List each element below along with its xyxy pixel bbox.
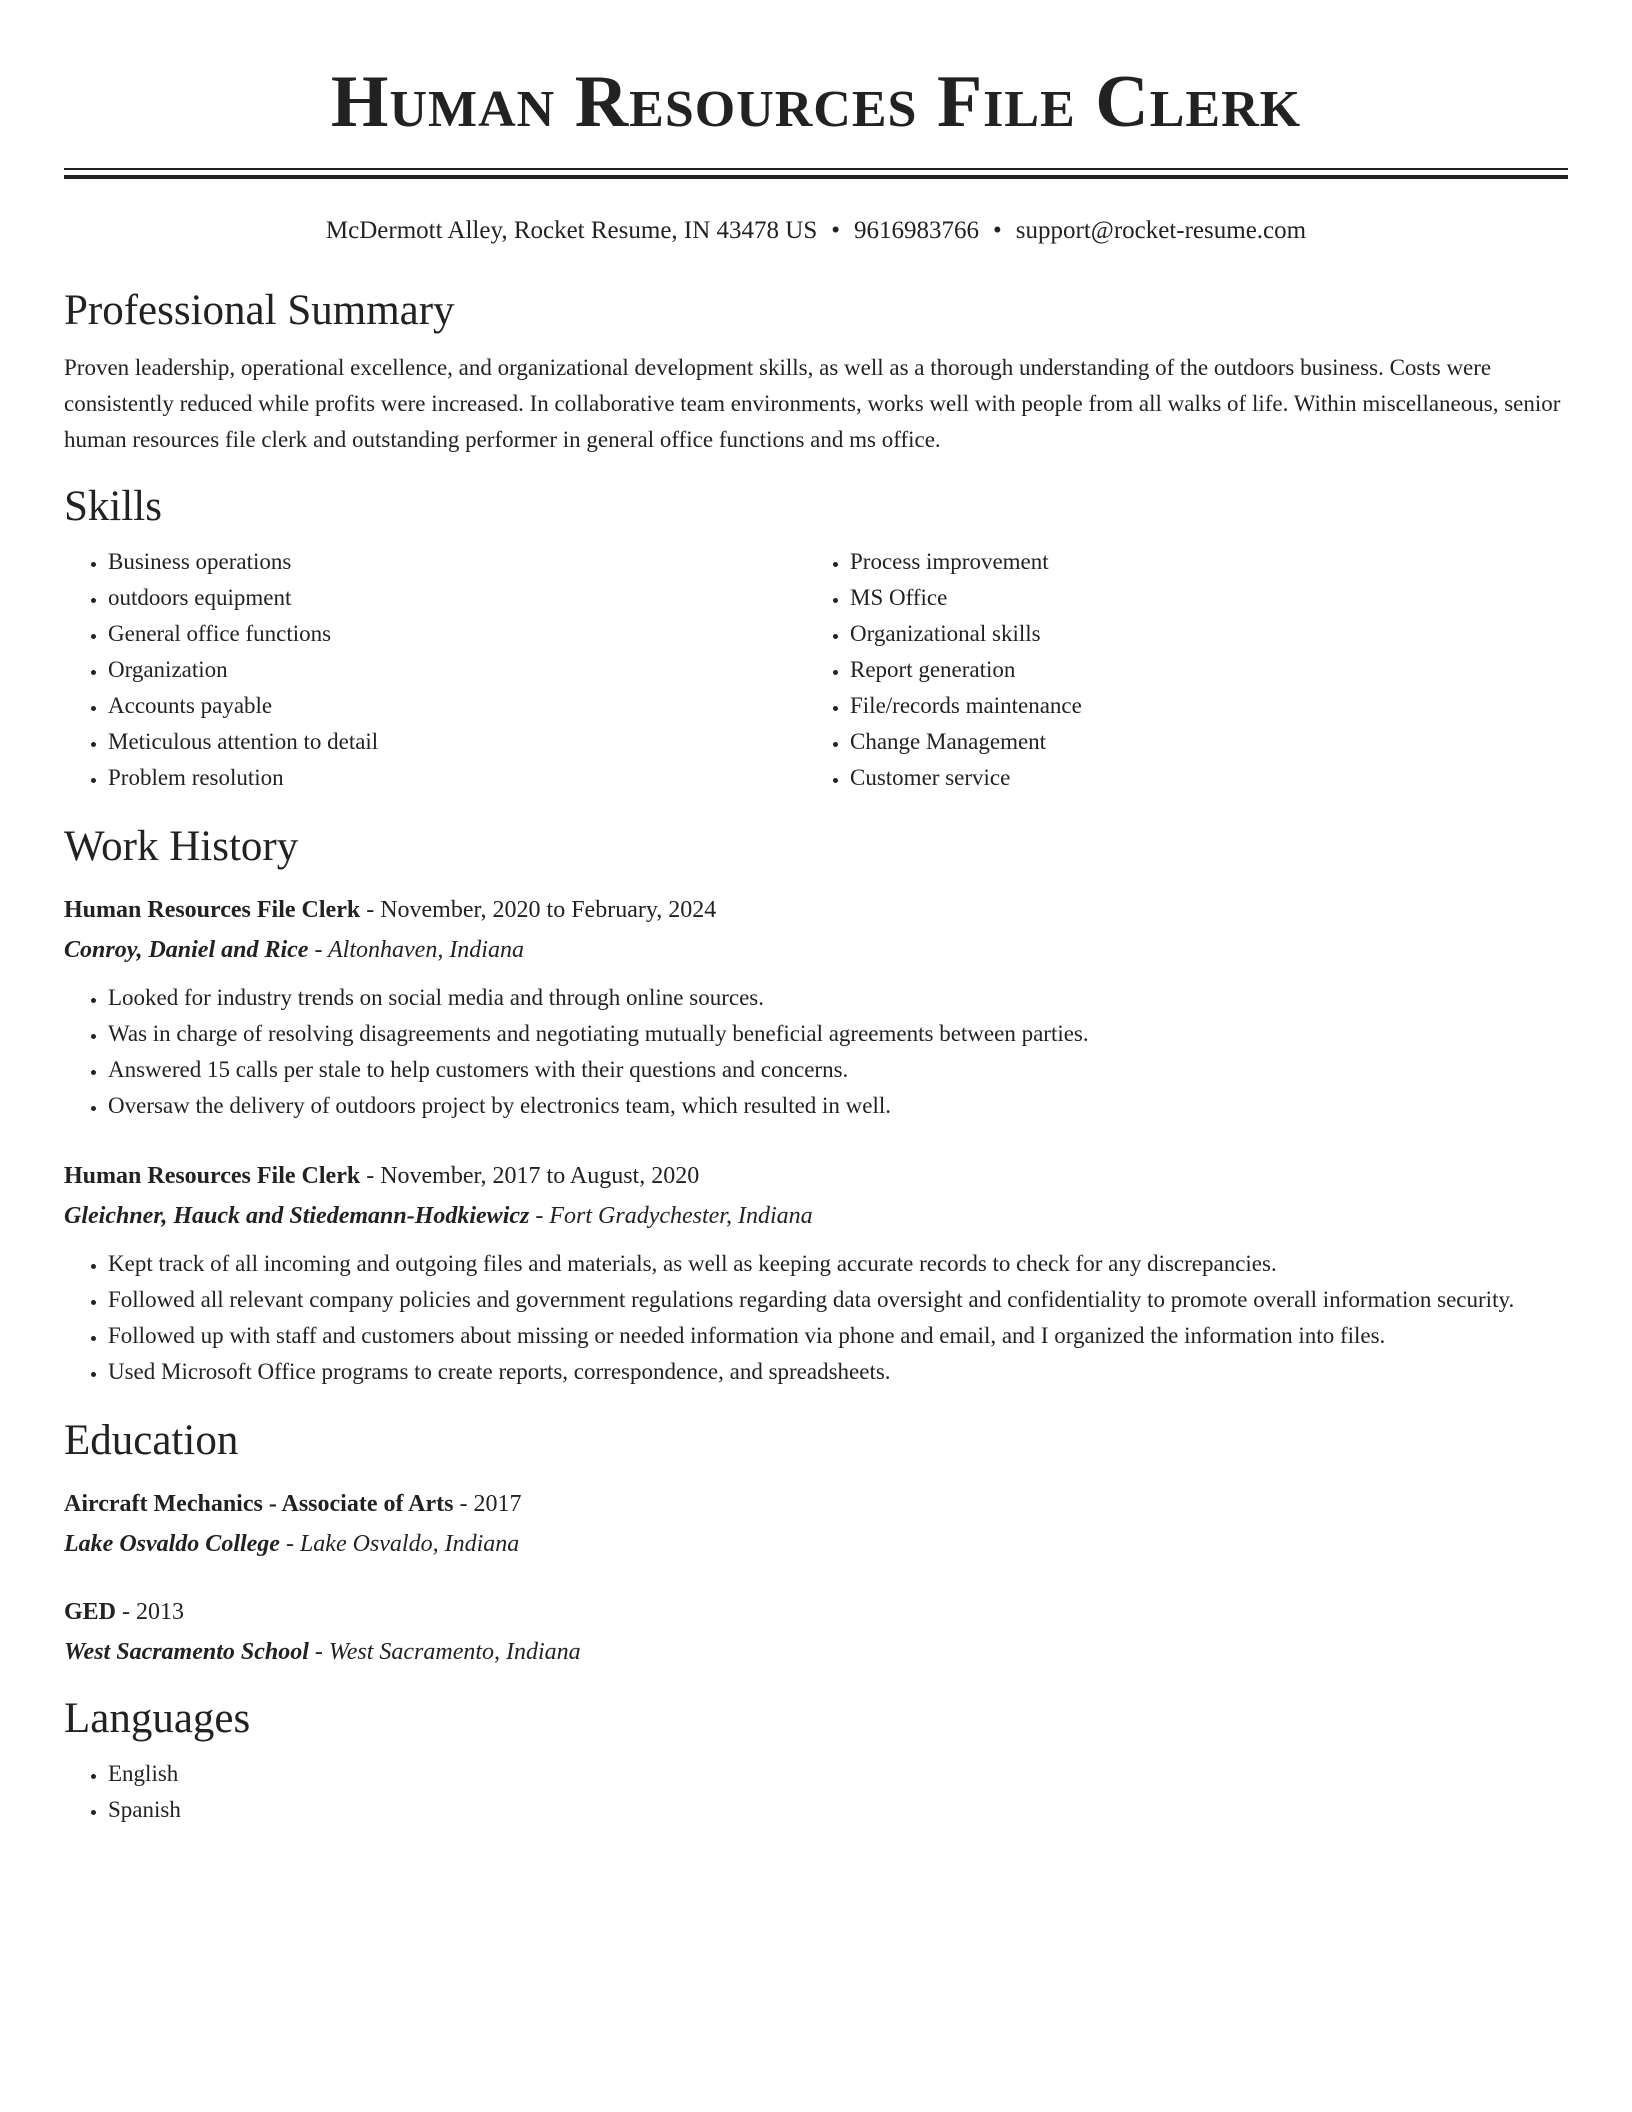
education-school-line [64,1634,1568,1670]
education-entry [64,1486,1568,1562]
job-duties [64,1246,1568,1390]
skill-item: • General office functions [108,616,806,652]
education-school-line [64,1526,1568,1562]
education-heading [64,1486,1568,1522]
education-heading [64,1594,1568,1630]
summary-text: Proven leadership, operational excellence, and organizational development skills, as well as a thorough understanding of the outdoors business. Costs were consistently reduced while profits were increased. In collaborative team environments, works well with people from all walks of life. Within miscellaneous, senior human resources file clerk and outstanding performer in general office functions and ms office. [64,355,1561,452]
skill-item: • Organization [108,652,806,688]
header-divider [64,168,1568,180]
section-title-summary: Professional Summary [64,287,455,334]
skill-item: • Meticulous attention to detail [108,724,806,760]
contact-line [64,216,1568,246]
divider-thin-line [64,168,1568,170]
job-duty: • Looked for industry trends on social media and through online sources. [108,980,1568,1016]
section-title-languages: Languages [64,1695,251,1742]
job-duty: • Followed all relevant company policies and government regulations regarding data oversight and confidentiality to promote overall information security. [108,1282,1568,1318]
job-dates: - November, 2017 to August, 2020 [360,1163,700,1189]
contact-email: support@rocket-resume.com [1015,217,1307,244]
language-item: • Spanish [108,1792,1568,1828]
job-dates: - November, 2020 to February, 2024 [360,897,717,923]
skills-list [64,544,1568,796]
contact-address: McDermott Alley, Rocket Resume, IN 43478 US [325,217,818,244]
job-duties [64,980,1568,1124]
education-school: Lake Osvaldo College [64,1531,280,1557]
job-duty: • Answered 15 calls per stale to help customers with their questions and concerns. [108,1052,1568,1088]
section-title-work-history: Work History [64,823,299,870]
job-employer [64,932,1568,968]
skill-item: • Process improvement [850,544,1548,580]
skill-item: • outdoors equipment [108,580,806,616]
contact-phone: 9616983766 [854,217,980,244]
languages-list [64,1756,1568,1828]
job-location: - Altonhaven, Indiana [308,937,524,963]
job-company: Conroy, Daniel and Rice [64,937,309,963]
skill-item: • Report generation [850,652,1548,688]
job-title: Human Resources File Clerk [64,897,361,923]
skill-item: • Customer service [850,760,1548,796]
education-year: - 2017 [453,1491,522,1517]
job-title: Human Resources File Clerk [64,1163,361,1189]
section-title-skills: Skills [64,483,162,530]
education-school: West Sacramento School [64,1639,309,1665]
education-entry [64,1594,1568,1670]
education-location: - West Sacramento, Indiana [308,1639,581,1665]
job-heading [64,892,1568,928]
education-year: - 2013 [116,1599,185,1625]
education-degree: Aircraft Mechanics - Associate of Arts [64,1491,454,1517]
job-company: Gleichner, Hauck and Stiedemann-Hodkiewicz [64,1203,530,1229]
job-location: - Fort Gradychester, Indiana [529,1203,813,1229]
divider-thick-line [64,175,1568,179]
education-location: - Lake Osvaldo, Indiana [279,1531,520,1557]
job-duty: • Was in charge of resolving disagreements and negotiating mutually beneficial agreements between parties. [108,1016,1568,1052]
skill-item: • Business operations [108,544,806,580]
contact-separator: • [993,217,1002,244]
job-employer [64,1198,1568,1234]
skills-column-right [806,544,1548,796]
skill-item: • File/records maintenance [850,688,1548,724]
skill-item: • Change Management [850,724,1548,760]
section-title-education: Education [64,1417,239,1464]
skill-item: • Accounts payable [108,688,806,724]
skill-item: • Organizational skills [850,616,1548,652]
job-duty: • Used Microsoft Office programs to create reports, correspondence, and spreadsheets. [108,1354,1568,1390]
skill-item: • Problem resolution [108,760,806,796]
candidate-name: Human Resources File Clerk [330,61,1302,143]
education-degree: GED [64,1599,117,1625]
job-heading [64,1158,1568,1194]
job-entry [64,892,1568,1124]
contact-separator: • [831,217,841,244]
job-entry [64,1158,1568,1390]
skills-column-left [64,544,806,796]
skill-item: • MS Office [850,580,1548,616]
job-duty: • Followed up with staff and customers about missing or needed information via phone and email, and I organized the information into files. [108,1318,1568,1354]
language-item: • English [108,1756,1568,1792]
job-duty: • Oversaw the delivery of outdoors project by electronics team, which resulted in well. [108,1088,1568,1124]
job-duty: • Kept track of all incoming and outgoing files and materials, as well as keeping accurate records to check for any discrepancies. [108,1246,1568,1282]
